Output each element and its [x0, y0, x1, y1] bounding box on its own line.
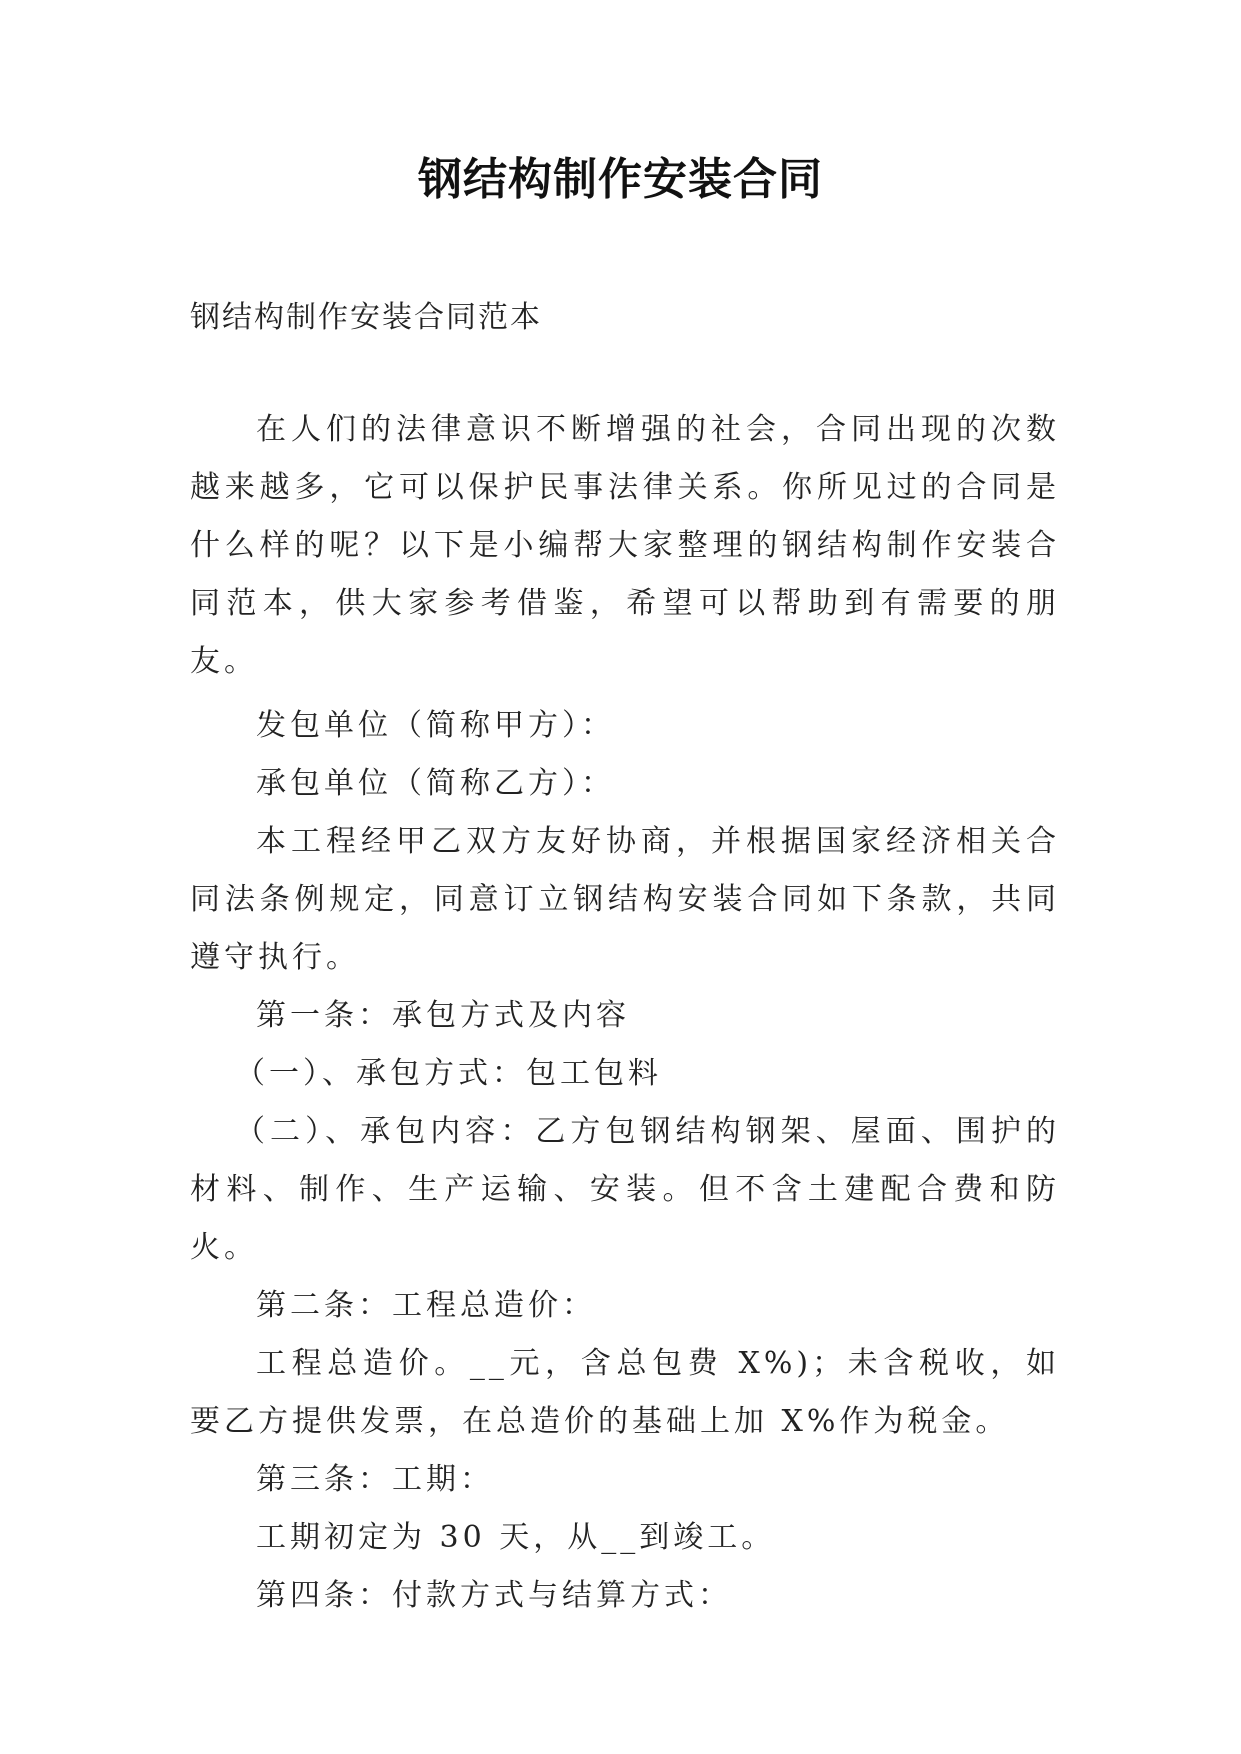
party-a-line: 发包单位（简称甲方）： — [256, 708, 615, 743]
intro-paragraph: 在人们的法律意识不断增强的社会，合同出现的次数越来越多，它可以保护民事法律关系。你所见过的合同是什么样的呢？以下是小编帮大家整理的钢结构制作安装合同范本，供大家参考借鉴，希望可以帮助到有需要的朋友。 — [190, 412, 1060, 679]
preamble-paragraph: 本工程经甲乙双方友好协商，并根据国家经济相关合同法条例规定，同意订立钢结构安装合同如下条款，共同遵守执行。 — [190, 824, 1060, 975]
article1-heading: 第一条：承包方式及内容 — [256, 998, 630, 1033]
intro-section — [190, 401, 1060, 691]
party-b-line: 承包单位（简称乙方）： — [256, 766, 615, 801]
article1-item1: （一）、承包方式：包工包料 — [235, 1056, 662, 1091]
article3-heading: 第三条：工期： — [256, 1462, 494, 1497]
article4-heading: 第四条：付款方式与结算方式： — [256, 1578, 732, 1613]
article3-body: 工期初定为 30 天，从__到竣工。 — [256, 1520, 776, 1555]
article1-item2: （二）、承包内容：乙方包钢结构钢架、屋面、围护的材料、制作、生产运输、安装。但不含土建配合费和防火。 — [190, 1114, 1060, 1265]
article2-heading: 第二条：工程总造价： — [256, 1288, 596, 1323]
contract-clauses — [190, 697, 1060, 1625]
article2-body: 工程总造价。__元，含总包费 X%)；未含税收，如要乙方提供发票，在总造价的基础上加 X%作为税金。 — [190, 1346, 1060, 1439]
document-subtitle: 钢结构制作安装合同范本 — [190, 300, 542, 335]
document-title: 钢结构制作安装合同 — [418, 154, 823, 205]
